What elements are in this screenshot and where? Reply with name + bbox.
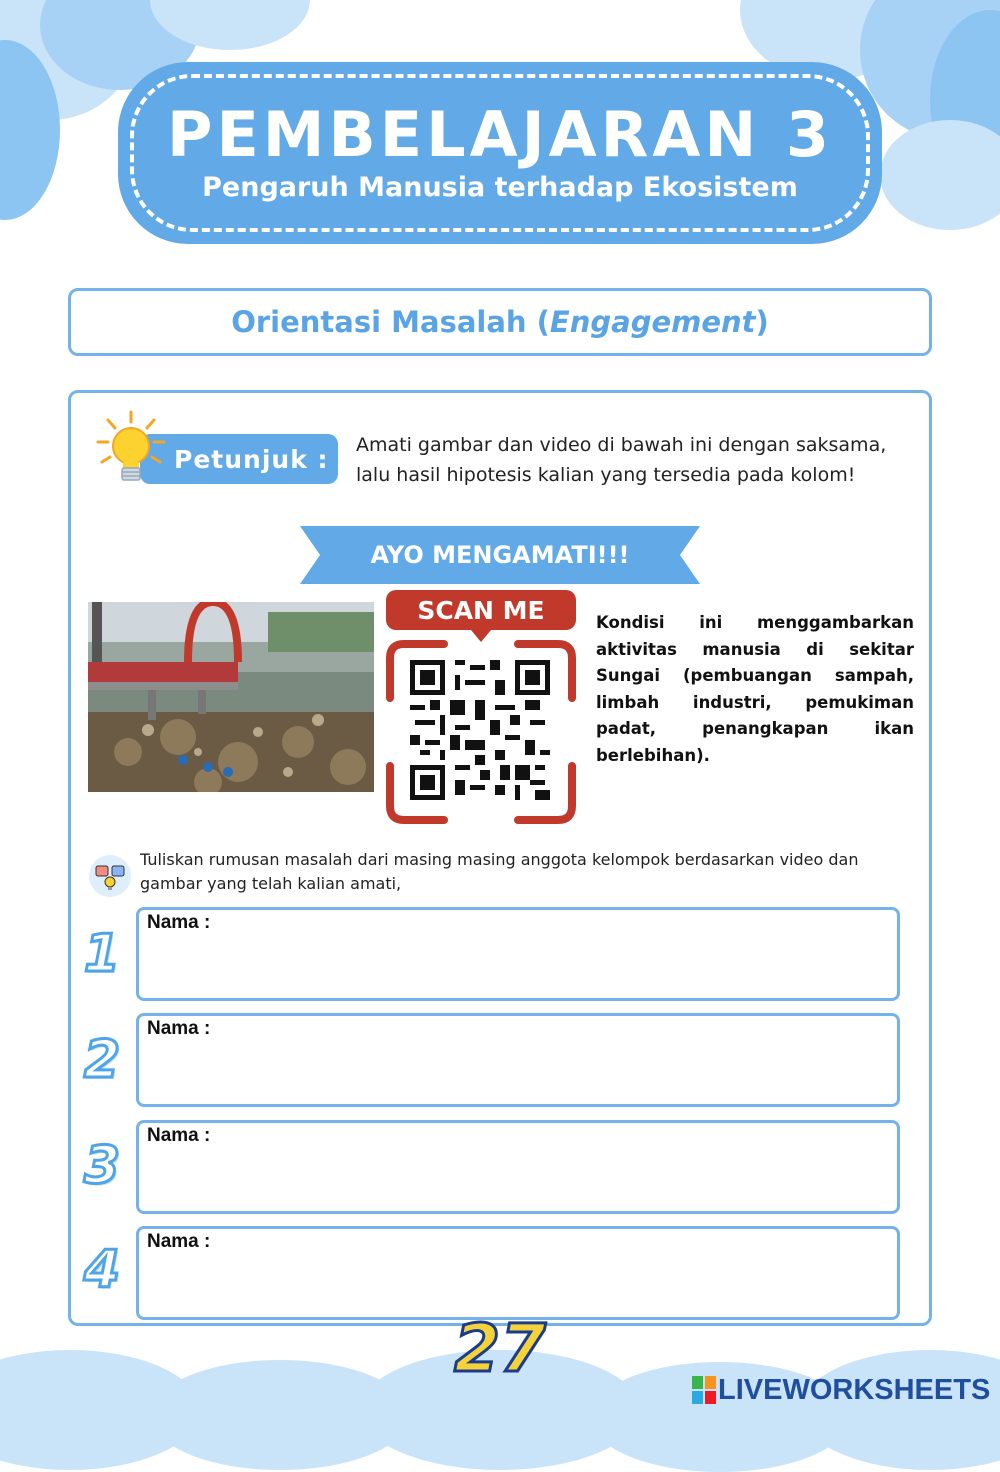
answer-box-3[interactable] [136,1120,900,1214]
answer-box-1[interactable] [136,907,900,1001]
answer-name-label: Nama : [147,1231,211,1252]
prompt-text: Tuliskan rumusan masalah dari masing masing anggota kelompok berdasarkan video dan gambar yang telah kalian amati, [140,850,859,893]
page-title: PEMBELAJARAN 3 [167,98,833,171]
number-3-label: 3 [83,1136,121,1196]
section-heading-emphasis: Engagement [549,305,756,339]
liveworksheets-logo-icon [692,1376,716,1404]
brand-text: LIVEWORKSHEETS [718,1373,991,1406]
qr-code[interactable] [410,660,550,800]
answer-name-label: Nama : [147,1018,211,1039]
number-1-label: 1 [83,924,121,984]
scan-me-label: SCAN ME [417,595,545,625]
answer-box-2[interactable] [136,1013,900,1107]
answer-box-4[interactable] [136,1226,900,1320]
petunjuk-label: Petunjuk : [140,434,338,484]
cloud-decoration [880,120,1000,230]
river-pollution-photo [88,602,374,792]
section-heading [68,288,932,356]
answer-name-label: Nama : [147,912,211,933]
page-subtitle: Pengaruh Manusia terhadap Ekosistem [202,172,798,203]
page-number: 27 [454,1310,546,1387]
answer-name-label: Nama : [147,1125,211,1146]
cloud-decoration [800,1350,1000,1470]
liveworksheets-brand[interactable] [692,1372,990,1408]
section-heading-prefix: Orientasi Masalah ( [231,305,550,339]
condition-description: Kondisi ini menggambarkan aktivitas manusia di sekitar Sungai (pembuangan sampah, limbah industri, pemukiman padat, penangkapan ikan berlebihan). [596,613,914,765]
instruction-text: Amati gambar dan video di bawah ini dengan saksama, lalu hasil hipotesis kalian yang tersedia pada kolom! [356,434,887,486]
number-2-label: 2 [83,1030,121,1090]
ribbon-label: AYO MENGAMATI!!! [370,541,630,569]
number-4-label: 4 [83,1240,121,1300]
lightbulb-icon [96,410,166,490]
idea-discussion-icon [88,854,132,898]
section-heading-suffix: ) [755,305,769,339]
